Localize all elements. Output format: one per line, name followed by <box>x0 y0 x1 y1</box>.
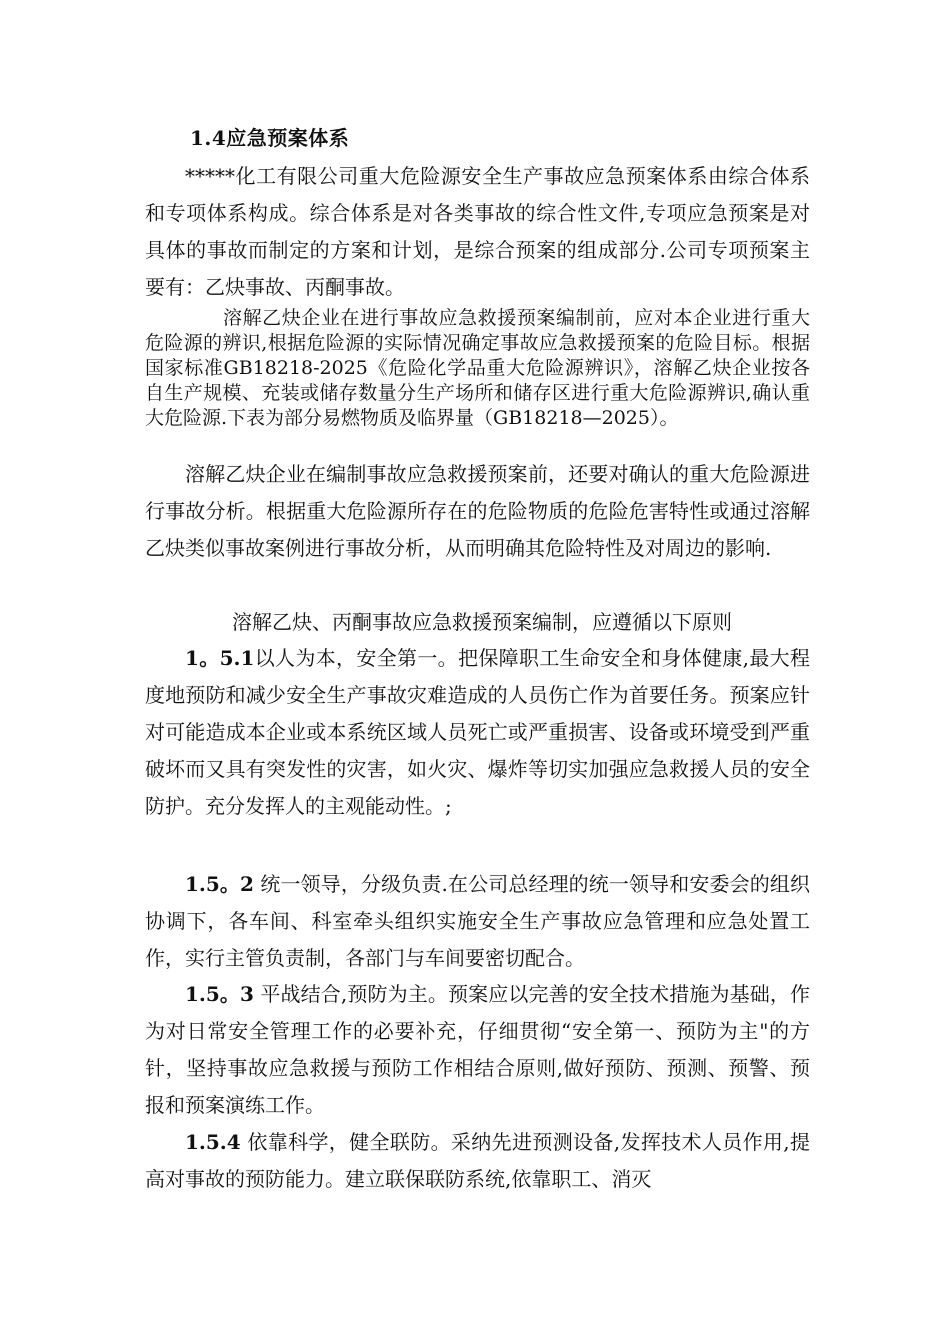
paragraph-system-overview: *****化工有限公司重大危险源安全生产事故应急预案体系由综合体系和专项体系构成。综合体系是对各类事故的综合性文件,专项应急预案是对具体的事故而制定的方案和计划，是综合预案的组成部分.公司专项预案主要有：乙炔事故、丙酮事故。 <box>145 164 810 299</box>
principle-text: 平战结合,预防为主。预案应以完善的安全技术措施为基础，作为对日常安全管理工作的必要补充，仔细贯彻“安全第一、预防为主"的方针，坚持事故应急救援与预防工作相结合原则,做好预防、预测、预警、预报和预案演练工作。 <box>145 982 810 1117</box>
paragraph-principle-2 <box>145 866 810 977</box>
paragraph-accident-analysis: 溶解乙炔企业在编制事故应急救援预案前，还要对确认的重大危险源进行事故分析。根据重大危险源所存在的危险物质的危险危害特性或通过溶解乙炔类似事故案例进行事故分析，从而明确其危险特性及对周边的影响. <box>145 462 810 560</box>
paragraph-hazard-identification: 溶解乙炔企业在进行事故应急救援预案编制前，应对本企业进行重大危险源的辨识,根据危险源的实际情况确定事故应急救援预案的危险目标。根据国家标准GB18218-2025《危险化学品重大危险源辨识》，溶解乙炔企业按各自生产规模、充装或储存数量分生产场所和储存区进行重大危险源辨识,确认重大危险源.下表为部分易燃物质及临界量（GB18218—2025）。 <box>145 307 810 429</box>
paragraph-principle-1 <box>145 640 810 825</box>
paragraph-principle-3 <box>145 976 810 1124</box>
principle-number: 1.5.4 <box>185 1130 241 1154</box>
principle-number: 1.5。3 <box>185 982 254 1006</box>
principle-text: 以人为本，安全第一。把保障职工生命安全和身体健康,最大程度地预防和减少安全生产事故灾难造成的人员伤亡作为首要任务。预案应针对可能造成本企业或本系统区域人员死亡或严重损害、设备或环境受到严重破坏而又具有突发性的灾害，如火灾、爆炸等切实加强应急救援人员的安全防护。充分发挥人的主观能动性。; <box>145 646 810 818</box>
principle-number: 1.5。2 <box>185 872 254 896</box>
principle-text: 统一领导，分级负责.在公司总经理的统一领导和安委会的组织协调下，各车间、科室牵头组织实施安全生产事故应急管理和应急处置工作，实行主管负责制，各部门与车间要密切配合。 <box>145 872 810 970</box>
paragraph-principles-intro: 溶解乙炔、丙酮事故应急救援预案编制，应遵循以下原则 <box>232 610 732 634</box>
paragraph-principle-4 <box>145 1124 810 1198</box>
principle-number: 1。5.1 <box>185 646 255 670</box>
section-heading: 1.4应急预案体系 <box>190 126 350 150</box>
principle-text: 依靠科学，健全联防。采纳先进预测设备,发挥技术人员作用,提高对事故的预防能力。建立联保联防系统,依靠职工、消灭 <box>145 1130 810 1191</box>
